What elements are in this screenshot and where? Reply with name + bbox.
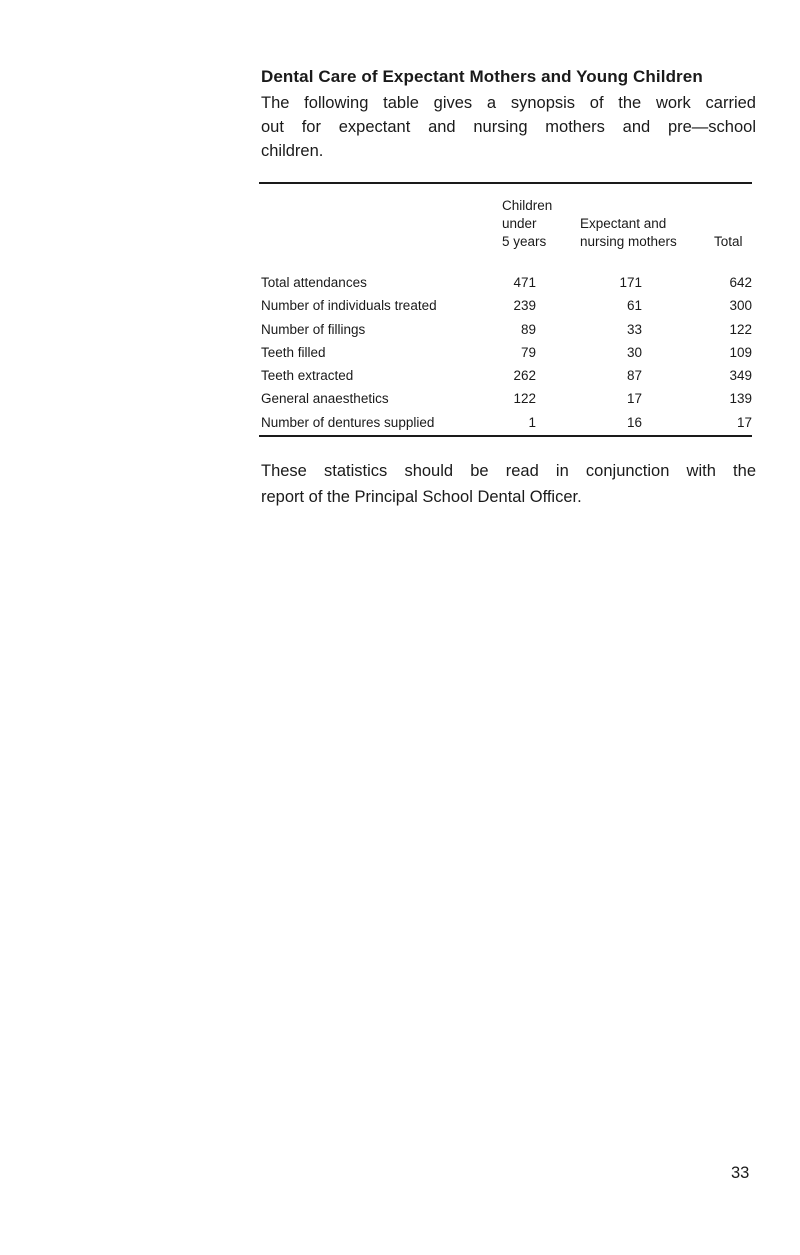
column-header-children	[502, 197, 552, 251]
row-label: Teeth filled	[261, 344, 326, 360]
table-row	[259, 318, 752, 341]
cell-children: 262	[513, 368, 536, 384]
column-header-line: under	[502, 216, 537, 231]
cell-expectant: 87	[626, 368, 642, 384]
cell-expectant: 16	[626, 414, 642, 430]
cell-total: 300	[729, 298, 752, 314]
table-bottom-rule	[259, 435, 752, 437]
table-row	[259, 294, 752, 317]
column-header-line: Children	[502, 198, 553, 213]
row-label: Number of dentures supplied	[261, 414, 435, 430]
cell-total: 349	[729, 368, 752, 384]
cell-children: 122	[513, 391, 536, 407]
table-body	[259, 271, 752, 434]
table-row	[259, 364, 752, 387]
intro-paragraph	[261, 91, 756, 163]
cell-total: 122	[729, 321, 752, 337]
cell-total: 17	[736, 414, 752, 430]
table-row	[259, 387, 752, 410]
cell-children: 89	[520, 321, 536, 337]
column-header-line: nursing mothers	[580, 234, 677, 249]
table-top-rule	[259, 182, 752, 184]
intro-line: out for expectant and nursing mothers and pre—school	[261, 118, 756, 136]
cell-children: 1	[528, 414, 536, 430]
cell-expectant: 171	[619, 275, 642, 290]
page-title: Dental Care of Expectant Mothers and Young Children	[261, 67, 703, 86]
closing-line: report of the Principal School Dental Officer.	[261, 488, 582, 506]
column-header-total: Total	[714, 234, 743, 249]
cell-expectant: 33	[626, 321, 642, 337]
page-number: 33	[731, 1164, 750, 1182]
table-row	[259, 341, 752, 364]
cell-total: 642	[729, 275, 752, 290]
table-row	[259, 271, 752, 294]
cell-children: 239	[513, 298, 536, 314]
cell-expectant: 61	[626, 298, 642, 314]
column-header-line: Expectant and	[580, 216, 667, 231]
column-header-expectant	[580, 215, 677, 251]
closing-paragraph	[261, 458, 756, 510]
cell-children: 471	[513, 275, 536, 290]
intro-line: children.	[261, 142, 324, 160]
intro-line: The following table gives a synopsis of the work carried	[261, 94, 756, 112]
closing-line: These statistics should be read in conjunction with the	[261, 462, 756, 480]
row-label: Number of individuals treated	[261, 298, 437, 314]
row-label: Total attendances	[261, 275, 367, 290]
row-label: Teeth extracted	[261, 368, 354, 384]
table-row	[259, 411, 752, 434]
cell-total: 109	[729, 344, 752, 360]
row-label: General anaesthetics	[261, 391, 389, 407]
cell-expectant: 30	[626, 344, 642, 360]
cell-total: 139	[729, 391, 752, 407]
column-header-line: 5 years	[502, 234, 547, 249]
cell-children: 79	[520, 344, 536, 360]
row-label: Number of fillings	[261, 321, 366, 337]
cell-expectant: 17	[626, 391, 642, 407]
